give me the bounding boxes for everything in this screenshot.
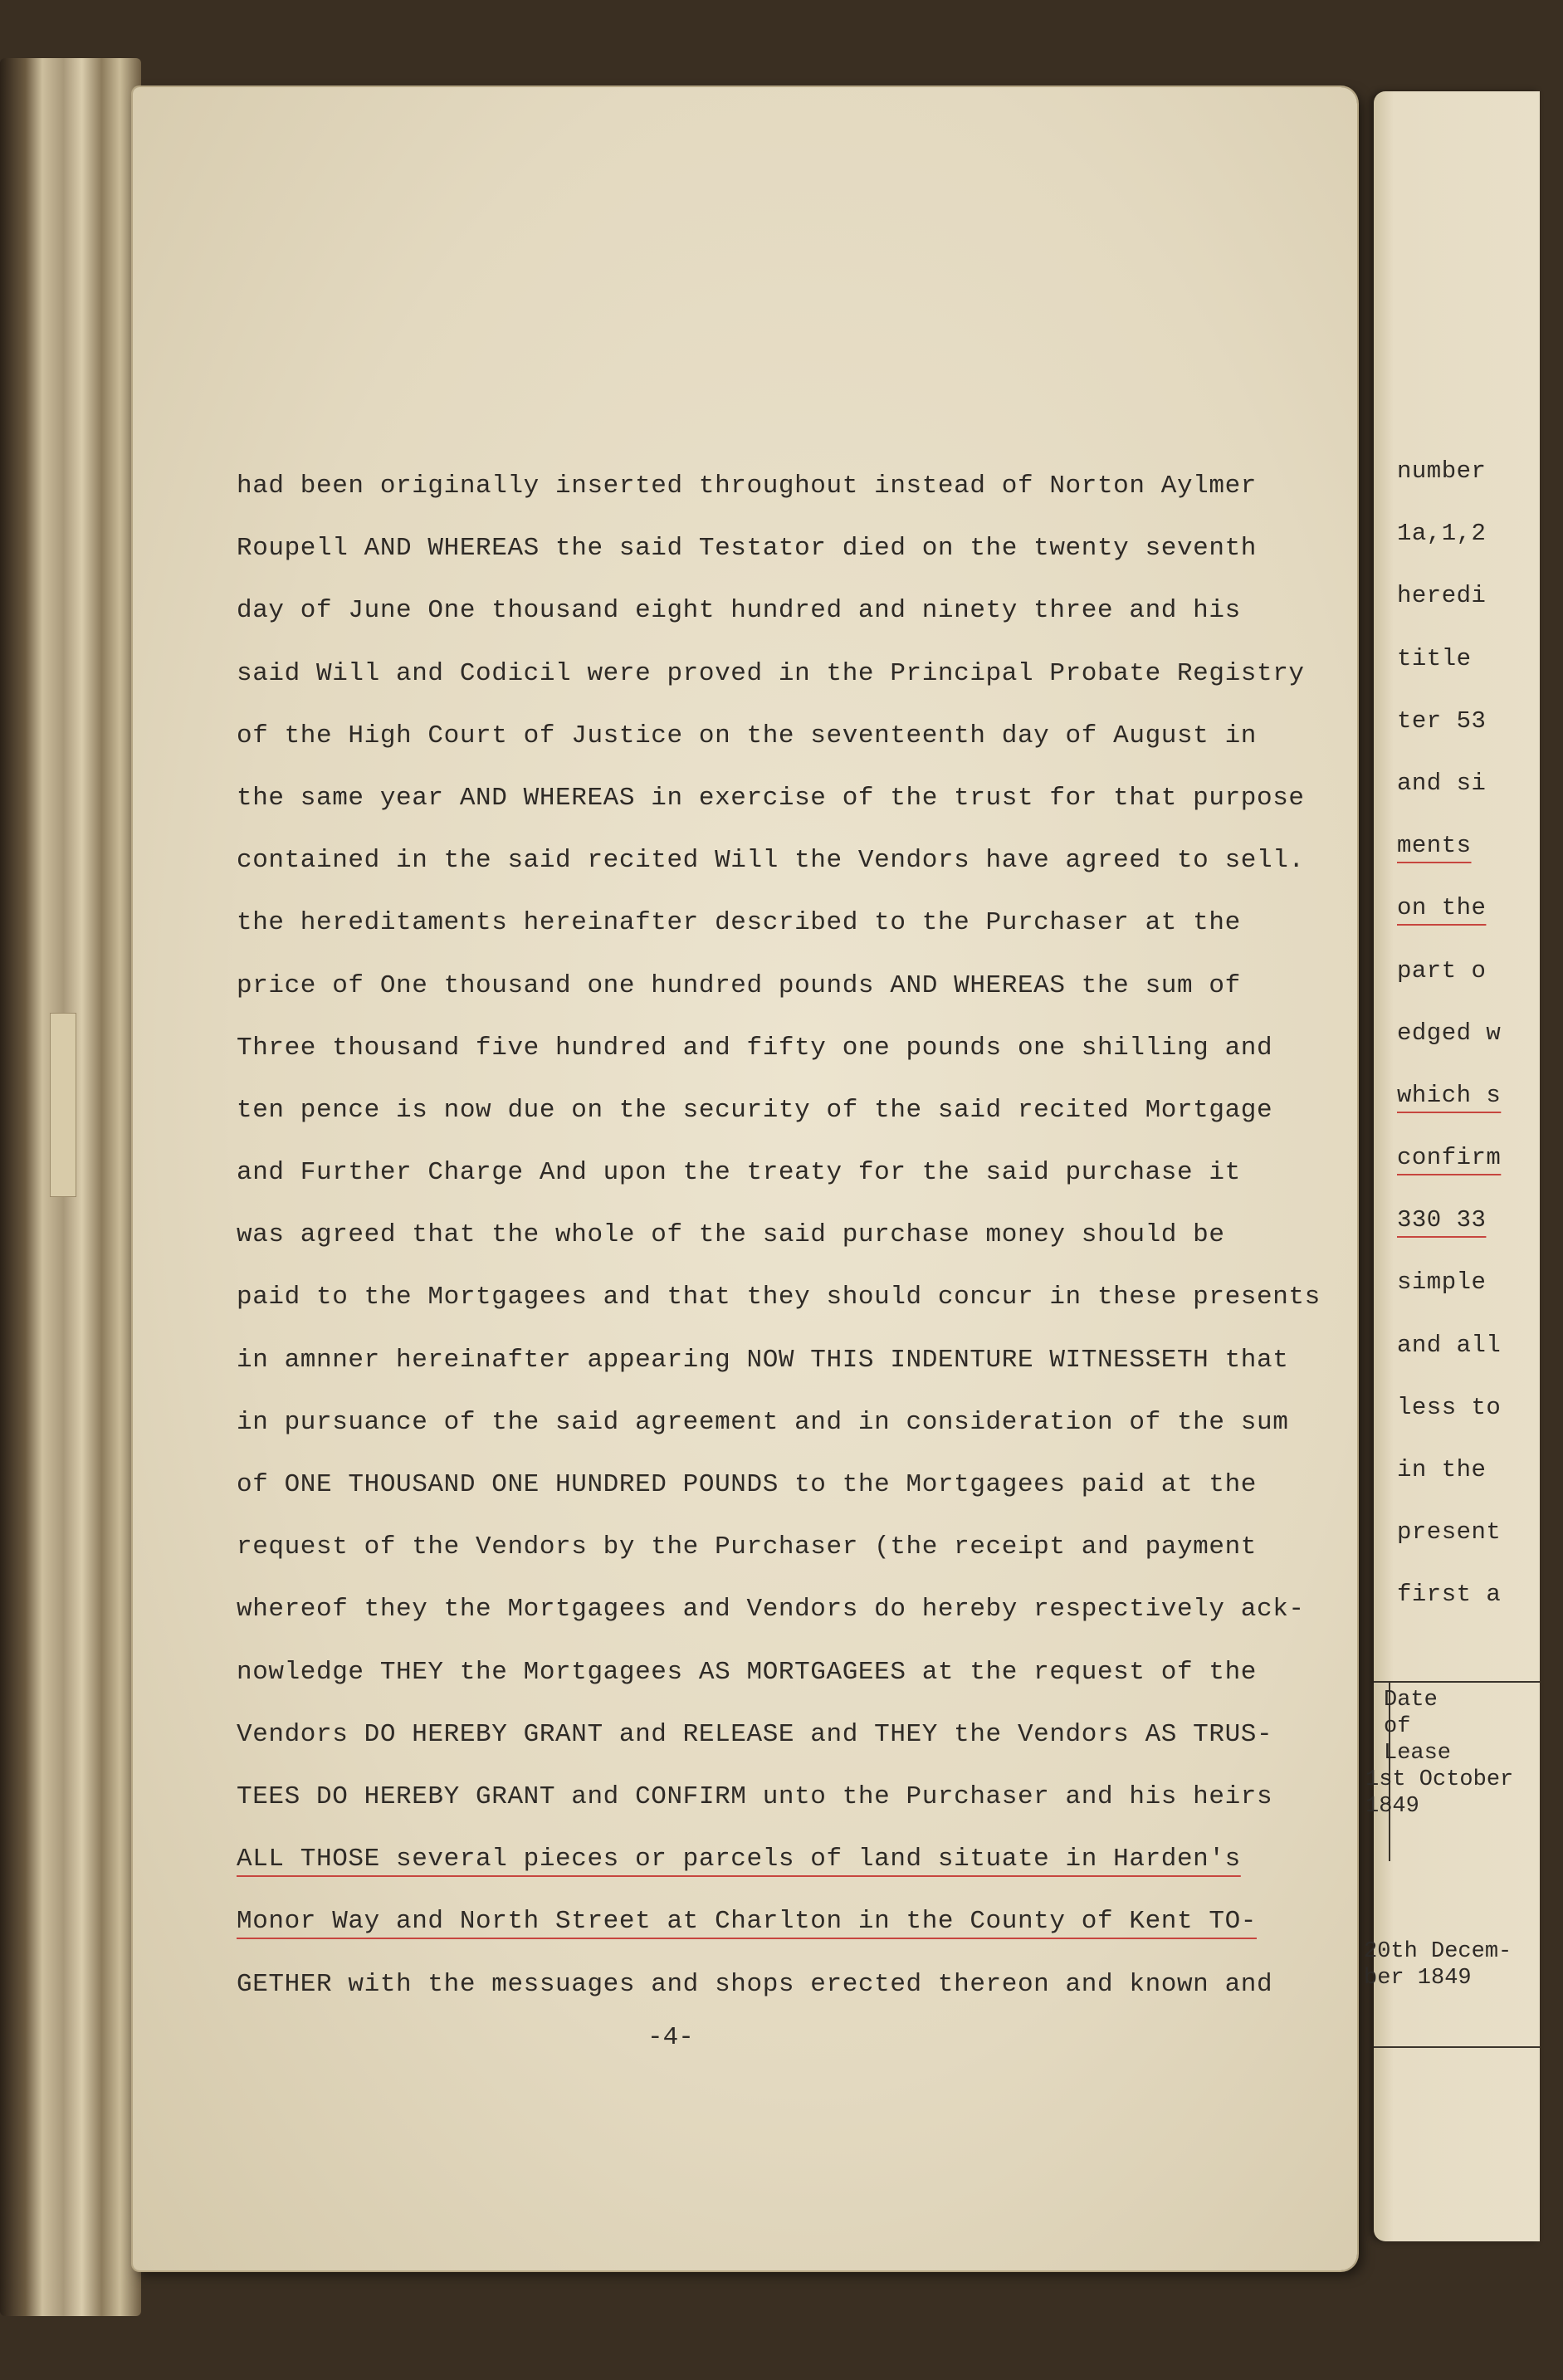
facing-line-3: heredi [1397,582,1487,610]
facing-line-19: first a [1397,1581,1502,1609]
text-line-6: the same year AND WHEREAS in exercise of the trust for that purpose [237,783,1305,813]
binding-strip [50,1013,76,1197]
facing-line-16: less to [1397,1393,1502,1421]
lease-table-row-2: 20th Decem- ber 1849 [1364,1939,1512,1991]
text-line-10: Three thousand five hundred and fifty one pounds one shilling and [237,1033,1273,1063]
facing-line-11: which s [1397,1081,1502,1109]
facing-line-7: ments [1397,832,1472,860]
text-line-25: GETHER with the messuages and shops erected thereon and known and [237,1969,1273,1999]
lease-table-header: Date of Lease [1384,1688,1452,1766]
text-line-20: nowledge THEY the Mortgagees AS MORTGAGEES at the request of the [237,1657,1257,1687]
text-line-19: whereof they the Mortgagees and Vendors do hereby respectively ack- [237,1595,1305,1625]
facing-line-5: ter 53 [1397,706,1487,735]
facing-line-2: 1a,1,2 [1397,520,1487,548]
facing-page [1364,91,1540,2241]
facing-line-14: simple [1397,1268,1487,1297]
lease-table-row-1: 1st October 1849 [1365,1767,1514,1819]
facing-line-15: and all [1397,1331,1502,1359]
lease-table-bottom-rule [1374,2046,1540,2048]
text-line-18: request of the Vendors by the Purchaser (the receipt and payment [237,1532,1257,1562]
text-line-22: TEES DO HEREBY GRANT and CONFIRM unto the Purchaser and his heirs [237,1781,1273,1811]
text-line-5: of the High Court of Justice on the seventeenth day of August in [237,721,1257,750]
facing-line-8: on the [1397,894,1487,922]
text-line-23-underlined: ALL THOSE several pieces or parcels of land situate in Harden's [237,1845,1241,1874]
facing-line-10: edged w [1397,1019,1502,1047]
facing-page-text [1397,440,1563,1626]
text-line-21: Vendors DO HEREBY GRANT and RELEASE and THEY the Vendors AS TRUS- [237,1719,1273,1749]
book-binding [0,58,141,2316]
facing-line-9: part o [1397,956,1487,985]
facing-line-13: 330 33 [1397,1206,1487,1234]
page-number: -4- [647,2023,694,2052]
text-line-9: price of One thousand one hundred pounds AND WHEREAS the sum of [237,970,1241,1000]
text-line-12: and Further Charge And upon the treaty for the said purchase it [237,1158,1241,1188]
text-line-3: day of June One thousand eight hundred and ninety three and his [237,596,1241,626]
lease-table-top-rule [1374,1681,1540,1683]
text-line-8: the hereditaments hereinafter described to the Purchaser at the [237,908,1241,938]
text-line-16: in pursuance of the said agreement and in consideration of the sum [237,1407,1289,1437]
facing-line-4: title [1397,644,1472,672]
text-line-1: had been originally inserted throughout instead of Norton Aylmer [237,472,1257,501]
text-line-4: said Will and Codicil were proved in the Principal Probate Registry [237,658,1305,688]
text-line-13: was agreed that the whole of the said purchase money should be [237,1220,1225,1250]
facing-line-1: number [1397,457,1487,485]
text-line-11: ten pence is now due on the security of the said recited Mortgage [237,1095,1273,1125]
facing-line-12: confirm [1397,1144,1502,1172]
facing-line-6: and si [1397,769,1487,797]
text-line-7: contained in the said recited Will the Vendors have agreed to sell. [237,846,1305,876]
text-line-15: in amnner hereinafter appearing NOW THIS INDENTURE WITNESSETH that [237,1345,1289,1375]
text-line-17: of ONE THOUSAND ONE HUNDRED POUNDS to the Mortgagees paid at the [237,1470,1257,1499]
text-line-14: paid to the Mortgagees and that they should concur in these presents [237,1283,1321,1312]
text-line-24-underlined: Monor Way and North Street at Charlton in the County of Kent TO- [237,1907,1257,1937]
facing-line-18: present [1397,1518,1502,1547]
page-text [237,455,1349,2016]
text-line-2: Roupell AND WHEREAS the said Testator died on the twenty seventh [237,534,1257,564]
facing-line-17: in the [1397,1456,1487,1483]
